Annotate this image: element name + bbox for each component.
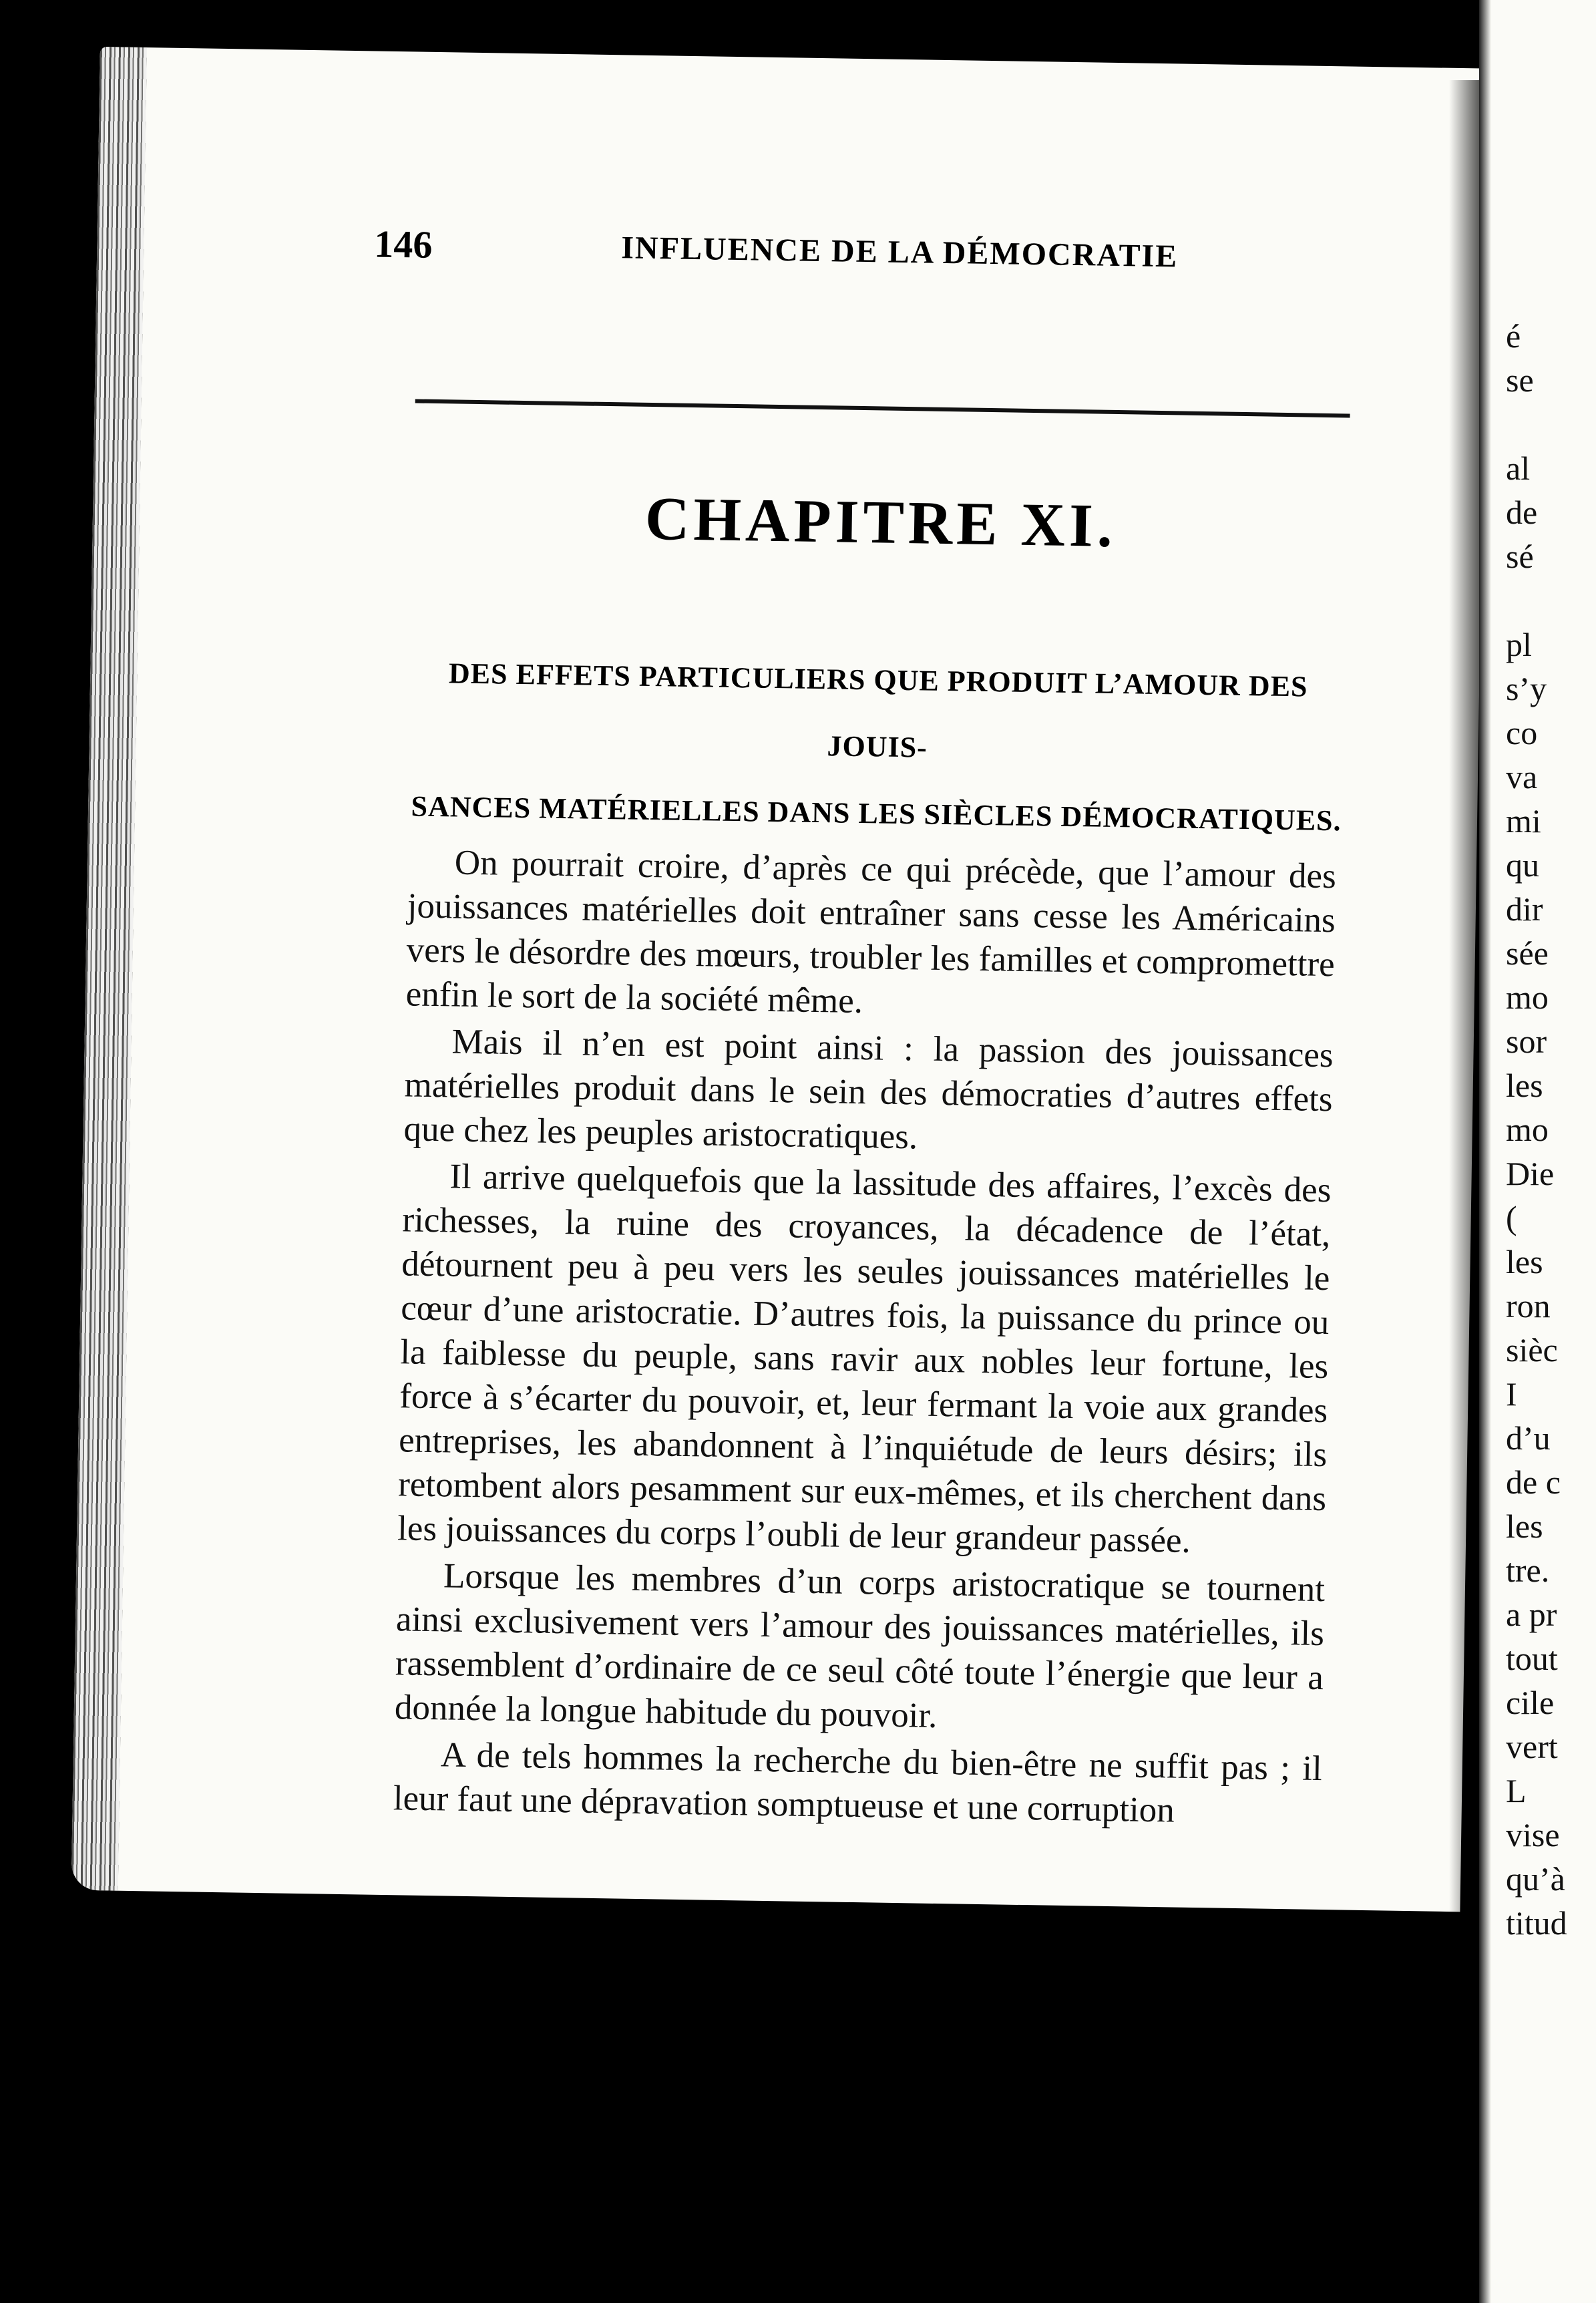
paragraph: A de tels hommes la recherche du bien-être ne suffit pas ; il leur faut une dépravation somptueuse et une corruption <box>393 1735 1323 1830</box>
gutter-shade <box>1479 0 1491 2303</box>
paragraph: Lorsque les membres d’un corps aristocratique se tournent ainsi exclusivement vers l’amour des jouissances matérielles, ils rassemblent d’ordinaire de ce seul côté toute l’énergie que leur a donnée la longue habitude du pouvoir. <box>394 1556 1326 1735</box>
chapter-subtitle <box>408 639 1346 854</box>
running-head <box>374 221 1323 276</box>
running-title: INFLUENCE DE LA DÉMOCRATIE <box>620 230 1179 275</box>
paragraph: On pourrait croire, d’après ce qui précède, que l’amour des jouissances matérielles doit entraîner sans cesse les Américains vers le désordre des mœurs, troubler les familles et compromettre enfin le sort de la société même. <box>405 843 1337 1021</box>
paragraph: Mais il n’en est point ainsi : la passion des jouissances matérielles produit dans le sein des démocraties d’autres effets que chez les peuples aristocratiques. <box>403 1022 1334 1157</box>
subtitle-line: DES EFFETS PARTICULIERS QUE PRODUIT L’AMOUR DES JOUIS- <box>448 657 1308 764</box>
page-number: 146 <box>373 222 433 267</box>
paragraph: Il arrive quelquefois que la lassitude des affaires, l’excès des richesses, la ruine des croyances, la décadence de l’état, détournent peu à peu vers les seules jouissances matérielles le cœur d’une aristocratie. D’autres fois, la puissance du prince ou la faiblesse du peuple, sans ravir aux nobles leur fortune, les force à s’écarter du pouvoir, et, leur fermant la voie aux grandes entreprises, les abandonnent à l’inquiétude de leurs désirs; ils retombent alors pesamment sur eux-mêmes, et ils cherchent dans les jouissances du corps l’oubli de leur grandeur passée. <box>397 1157 1332 1560</box>
header-rule <box>415 399 1350 417</box>
body-text <box>393 840 1336 1835</box>
chapter-title: CHAPITRE XI. <box>644 484 1117 560</box>
subtitle-line: SANCES MATÉRIELLES DANS LES SIÈCLES DÉMOCRATIQUES. <box>411 789 1342 838</box>
next-page-text-fragments: é se al de sé pl s’y co va mi qu dir sée mo sor les mo Die ( les ron sièc I d’u de c les tre. a pr tout cile vert L vise qu’à titud <box>1506 317 1567 1942</box>
next-page-edge <box>1479 0 1596 2303</box>
book-page <box>71 47 1489 1912</box>
page-edges <box>71 47 147 1891</box>
